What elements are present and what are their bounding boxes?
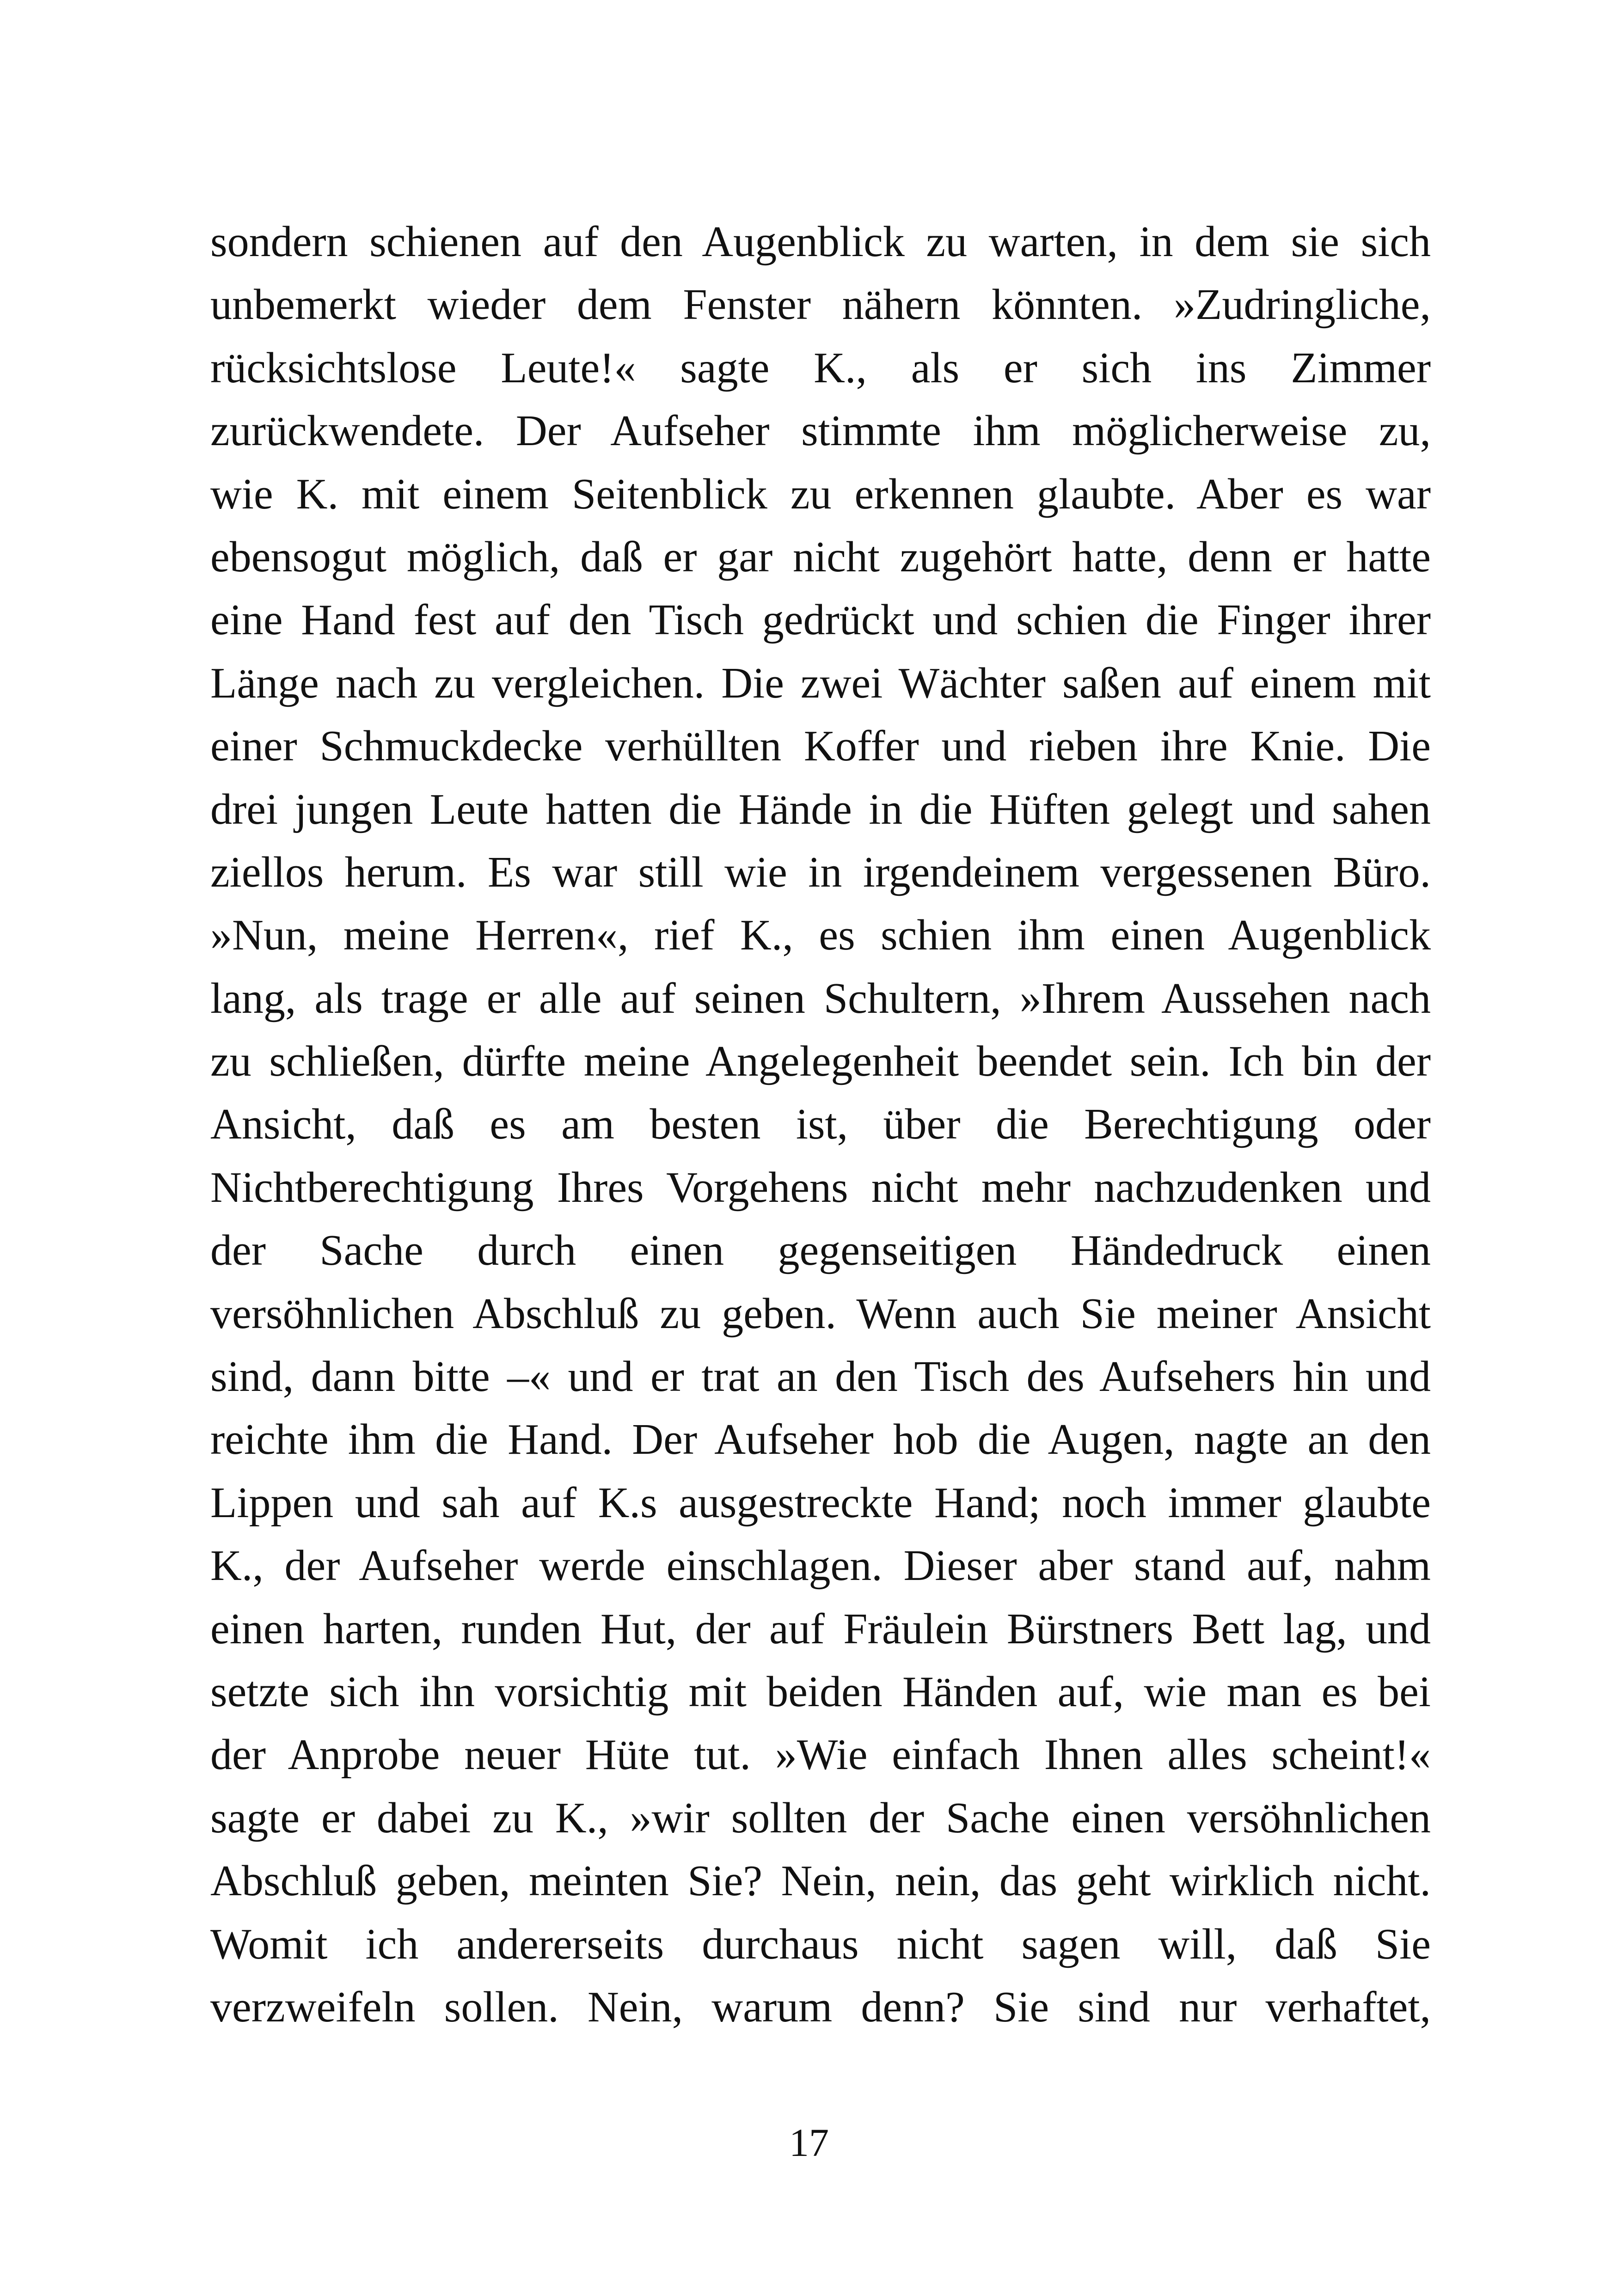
- text-line: einen harten, runden Hut, der auf Fräulein Bürstners Bett lag, und: [210, 1604, 1431, 1653]
- text-line: versöhnlichen Abschluß zu geben. Wenn auch Sie meiner Ansicht: [210, 1289, 1431, 1338]
- text-line: sagte er dabei zu K., »wir sollten der Sache einen versöhnlichen: [210, 1794, 1431, 1842]
- text-line: Abschluß geben, meinten Sie? Nein, nein, das geht wirklich nicht.: [210, 1857, 1431, 1905]
- text-line: der Sache durch einen gegenseitigen Händedruck einen: [210, 1226, 1431, 1275]
- text-line: zurückwendete. Der Aufseher stimmte ihm möglicherweise zu,: [210, 407, 1431, 455]
- text-line: reichte ihm die Hand. Der Aufseher hob die Augen, nagte an den: [210, 1415, 1431, 1464]
- text-line: Womit ich andererseits durchaus nicht sagen will, daß Sie: [210, 1920, 1431, 1968]
- text-line: einer Schmuckdecke verhüllten Koffer und rieben ihre Knie. Die: [210, 722, 1431, 771]
- text-line: Nichtberechtigung Ihres Vorgehens nicht mehr nachzudenken und: [210, 1163, 1431, 1212]
- text-line: sind, dann bitte –« und er trat an den Tisch des Aufsehers hin und: [210, 1353, 1431, 1401]
- text-line: eine Hand fest auf den Tisch gedrückt und schien die Finger ihrer: [210, 596, 1431, 644]
- text-line: rücksichtslose Leute!« sagte K., als er sich ins Zimmer: [210, 343, 1431, 392]
- text-line: setzte sich ihn vorsichtig mit beiden Händen auf, wie man es bei: [210, 1667, 1431, 1716]
- text-line: der Anprobe neuer Hüte tut. »Wie einfach Ihnen alles scheint!«: [210, 1731, 1431, 1779]
- body-text: [210, 210, 1431, 2039]
- text-line: verzweifeln sollen. Nein, warum denn? Sie sind nur verhaftet,: [210, 1983, 1431, 2031]
- text-line: Lippen und sah auf K.s ausgestreckte Hand; noch immer glaubte: [210, 1478, 1431, 1527]
- text-line: Länge nach zu vergleichen. Die zwei Wächter saßen auf einem mit: [210, 659, 1431, 707]
- text-line: »Nun, meine Herren«, rief K., es schien ihm einen Augenblick: [210, 911, 1431, 960]
- text-line: wie K. mit einem Seitenblick zu erkennen glaubte. Aber es war: [210, 470, 1431, 518]
- text-line: ebensogut möglich, daß er gar nicht zugehört hatte, denn er hatte: [210, 533, 1431, 581]
- text-line: zu schließen, dürfte meine Angelegenheit beendet sein. Ich bin der: [210, 1037, 1431, 1086]
- page-number: 17: [789, 2120, 829, 2165]
- text-line: drei jungen Leute hatten die Hände in die Hüften gelegt und sahen: [210, 785, 1431, 833]
- text-line: lang, als trage er alle auf seinen Schultern, »Ihrem Aussehen nach: [210, 974, 1431, 1022]
- text-line: Ansicht, daß es am besten ist, über die Berechtigung oder: [210, 1100, 1431, 1149]
- text-line: K., der Aufseher werde einschlagen. Dieser aber stand auf, nahm: [210, 1542, 1431, 1590]
- text-line: ziellos herum. Es war still wie in irgendeinem vergessenen Büro.: [210, 848, 1431, 896]
- text-line: sondern schienen auf den Augenblick zu warten, in dem sie sich: [210, 218, 1431, 266]
- text-line: unbemerkt wieder dem Fenster nähern könnten. »Zudringliche,: [210, 281, 1431, 329]
